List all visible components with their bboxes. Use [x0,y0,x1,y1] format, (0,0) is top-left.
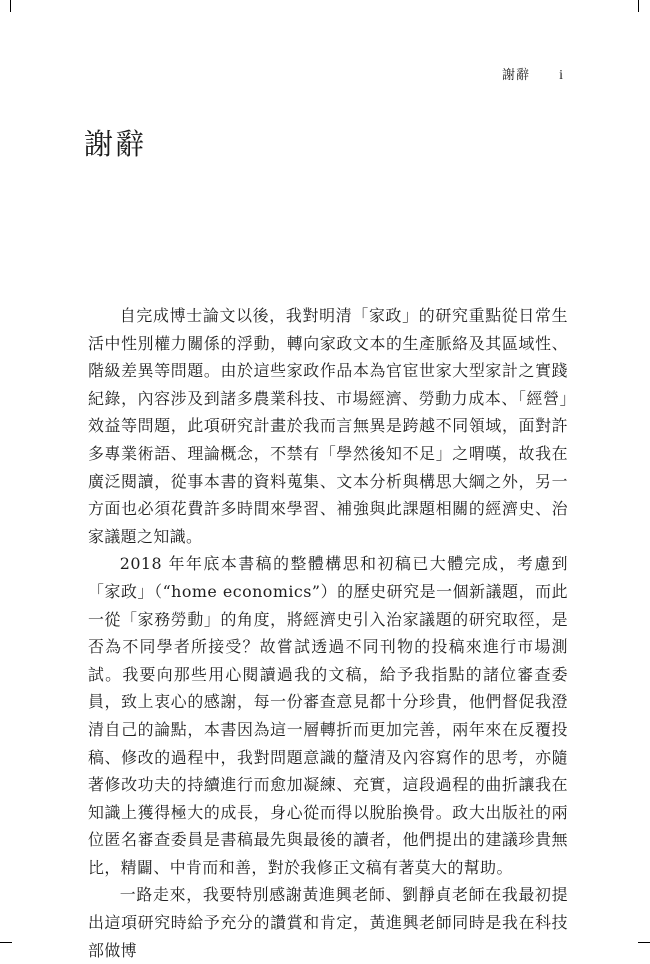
crop-mark-top-left [10,0,11,12]
paragraph-3: 一路走來，我要特別感謝黃進興老師、劉靜貞老師在我最初提出這項研究時給予充分的讚賞和肯定，黃進興老師同時是我在科技部做博 [88,885,568,960]
chapter-title: 謝辭 [84,127,147,161]
crop-mark-bottom-right [638,942,650,943]
body-text [88,302,568,964]
running-head-title: 謝辭 [501,68,530,83]
paragraph-1: 自完成博士論文以後，我對明清「家政」的研究重點從日常生活中性別權力關係的浮動，轉向家政文本的生產脈絡及其區域性、階級差異等問題。由於這些家政作品本為官宦世家大型家計之實踐紀錄，內容涉及到諸多農業科技、市場經濟、勞動力成本、「經營」效益等問題，此項研究計畫於我而言無異是跨越不同領域，面對許多專業術語、理論概念，不禁有「學然後知不足」之喟嘆，故我在廣泛閱讀，從事本書的資料蒐集、文本分析與構思大綱之外，另一方面也必須花費許多時間來學習、補強與此課題相關的經濟史、治家議題之知識。 [88,306,568,546]
crop-mark-bottom-left [0,942,12,943]
page-number: i [559,68,564,83]
paragraph-2: 2018 年年底本書稿的整體構思和初稿已大體完成，考慮到「家政」（“home economics”）的歷史研究是一個新議題，而此一從「家務勞動」的角度，將經濟史引入治家議題的研究取徑，是否為不同學者所接受？故嘗試透過不同刊物的投稿來進行市場測試。我要向那些用心閱讀過我的文稿，給予我指點的諸位審查委員，致上衷心的感謝，每一份審查意見都十分珍貴，他們督促我澄清自己的論點，本書因為這一層轉折而更加完善，兩年來在反覆投稿、修改的過程中，我對問題意識的釐清及內容寫作的思考，亦隨著修改功夫的持續進行而愈加凝練、充實，這段過程的曲折讓我在知識上獲得極大的成長，身心從而得以脫胎換骨。政大出版社的兩位匿名審查委員是書稿最先與最後的讀者，他們提出的建議珍貴無比，精闢、中肯而和善，對於我修正文稿有著莫大的幫助。 [88,554,568,877]
running-head [502,64,564,84]
crop-mark-top-right [638,0,639,12]
